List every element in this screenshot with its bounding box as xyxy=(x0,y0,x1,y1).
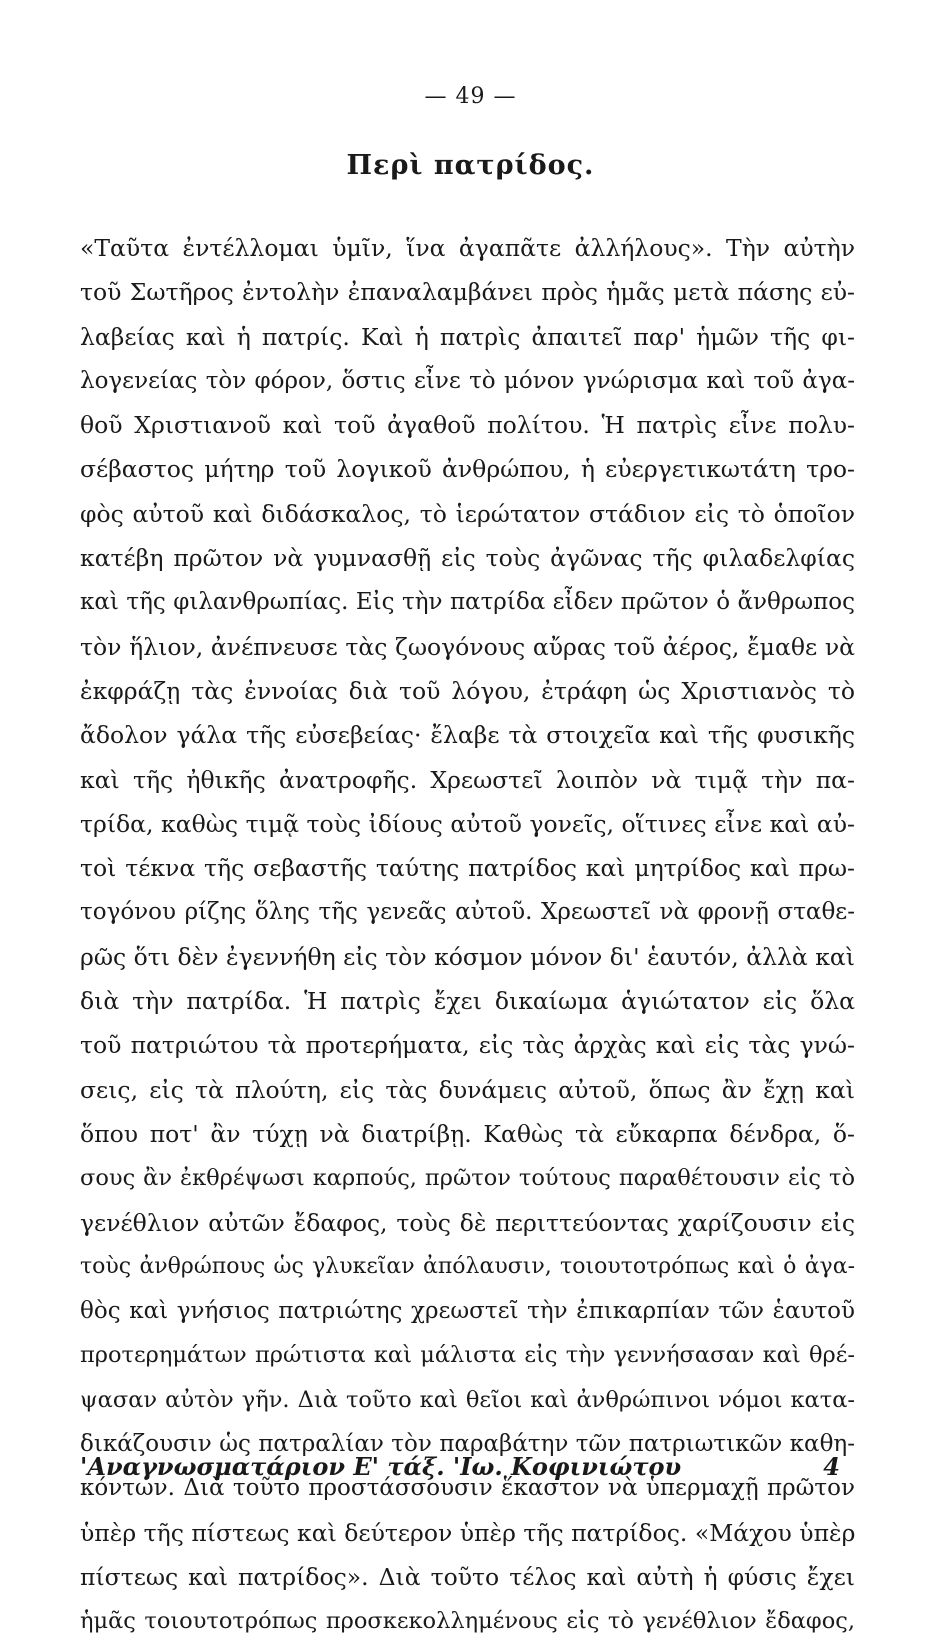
text-line: διὰ τὴν πατρίδα. Ἡ πατρὶς ἔχει δικαίωμα ἁγιώτατον εἰς ὅλα xyxy=(80,987,855,1016)
text-line: ἄδολον γάλα τῆς εὐσεβείας· ἔλαβε τὰ στοιχεῖα καὶ τῆς φυσικῆς xyxy=(80,721,855,750)
text-line: λογενείας τὸν φόρον, ὅστις εἶνε τὸ μόνον γνώρισμα καὶ τοῦ ἀγα- xyxy=(80,367,855,394)
text-line: ρῶς ὅτι δὲν ἐγεννήθη εἰς τὸν κόσμον μόνον δι' ἑαυτόν, ἀλλὰ καὶ xyxy=(80,942,855,971)
text-line: πίστεως καὶ πατρίδος». Διὰ τοῦτο τέλος καὶ αὐτὴ ἡ φύσις ἔχει xyxy=(80,1562,855,1591)
text-line: τοὺς ἀνθρώπους ὡς γλυκεῖαν ἀπόλαυσιν, τοιουτοτρόπως καὶ ὁ ἀγα- xyxy=(80,1253,855,1279)
text-line: τοῦ Σωτῆρος ἐντολὴν ἐπαναλαμβάνει πρὸς ἡμᾶς μετὰ πάσης εὐ- xyxy=(80,278,855,307)
text-line: φὸς αὐτοῦ καὶ διδάσκαλος, τὸ ἱερώτατον στάδιον εἰς τὸ ὁποῖον xyxy=(80,499,855,528)
text-line: τογόνου ρίζης ὅλης τῆς γενεᾶς αὐτοῦ. Χρεωστεῖ νὰ φρονῇ σταθε- xyxy=(80,899,855,926)
text-line: προτερημάτων πρώτιστα καὶ μάλιστα εἰς τὴν γεννήσασαν καὶ θρέ- xyxy=(80,1342,855,1369)
text-line: δικάζουσιν ὡς πατραλίαν τὸν παραβάτην τῶν πατριωτικῶν καθη- xyxy=(80,1431,855,1458)
text-line: τρίδα, καθὼς τιμᾷ τοὺς ἰδίους αὐτοῦ γονεῖς, οἵτινες εἶνε καὶ αὐ- xyxy=(80,809,855,838)
text-line: ἡμᾶς τοιουτοτρόπως προσκεκολλημένους εἰς τὸ γενέθλιον ἔδαφος, xyxy=(80,1608,855,1635)
text-line: θοῦ Χριστιανοῦ καὶ τοῦ ἀγαθοῦ πολίτου. Ἡ πατρὶς εἶνε πολυ- xyxy=(80,411,855,440)
text-line: κατέβη πρῶτον νὰ γυμνασθῇ εἰς τοὺς ἀγῶνας τῆς φιλαδελφίας xyxy=(80,544,855,573)
text-line: ψασαν αὐτὸν γῆν. Διὰ τοῦτο καὶ θεῖοι καὶ ἀνθρώπινοι νόμοι κατα- xyxy=(80,1386,855,1413)
footer-sheet-number: 4 xyxy=(823,1452,840,1481)
text-line: «Ταῦτα ἐντέλλομαι ὑμῖν, ἵνα ἀγαπᾶτε ἀλλήλους». Τὴν αὐτὴν xyxy=(80,234,855,262)
text-line: ἐκφράζῃ τὰς ἐννοίας διὰ τοῦ λόγου, ἐτράφη ὡς Χριστιανὸς τὸ xyxy=(80,676,855,705)
footer-signature: 'Αναγνωσματάριον Ε' τάξ. 'Ιω. Κοφινιώτου xyxy=(80,1452,682,1481)
text-line: ὑπὲρ τῆς πίστεως καὶ δεύτερον ὑπὲρ τῆς πατρίδος. «Μάχου ὑπὲρ xyxy=(80,1518,856,1547)
text-line: σέβαστος μήτηρ τοῦ λογικοῦ ἀνθρώπου, ἡ εὐεργετικωτάτη τρο- xyxy=(80,455,855,484)
text-line: γενέθλιον αὐτῶν ἔδαφος, τοὺς δὲ περιττεύοντας χαρίζουσιν εἰς xyxy=(80,1208,855,1237)
text-line: σους ἂν ἐκθρέψωσι καρπούς, πρῶτον τούτους παραθέτουσιν εἰς τὸ xyxy=(80,1165,855,1192)
text-line: κόντων. Διὰ τοῦτο προστάσσουσιν ἕκαστον νὰ ὑπερμαχῇ πρῶτον xyxy=(80,1475,855,1502)
text-line: ὅπου ποτ' ἂν τύχῃ νὰ διατρίβῃ. Καθὼς τὰ εὔκαρπα δένδρα, ὅ- xyxy=(80,1119,855,1148)
text-line: λαβείας καὶ ἡ πατρίς. Καὶ ἡ πατρὶς ἀπαιτεῖ παρ' ἡμῶν τῆς φι- xyxy=(80,322,855,351)
text-line: καὶ τῆς ἠθικῆς ἀνατροφῆς. Χρεωστεῖ λοιπὸν νὰ τιμᾷ τὴν πα- xyxy=(80,765,855,794)
page-number: — 49 — xyxy=(424,84,517,109)
page-title: Περὶ πατρίδος. xyxy=(346,150,595,181)
text-line: καὶ τῆς φιλανθρωπίας. Εἰς τὴν πατρίδα εἶδεν πρῶτον ὁ ἄνθρωπος xyxy=(80,589,855,616)
text-line: τὸν ἥλιον, ἀνέπνευσε τὰς ζωογόνους αὔρας τοῦ ἀέρος, ἔμαθε νὰ xyxy=(80,632,855,661)
text-line: θὸς καὶ γνήσιος πατριώτης χρεωστεῖ τὴν ἐπικαρπίαν τῶν ἑαυτοῦ xyxy=(80,1298,855,1325)
text-line: σεις, εἰς τὰ πλούτη, εἰς τὰς δυνάμεις αὐτοῦ, ὅπως ἂν ἔχῃ καὶ xyxy=(80,1075,855,1104)
body-text xyxy=(80,226,855,1644)
text-line: τοῦ πατριώτου τὰ προτερήματα, εἰς τὰς ἀρχὰς καὶ εἰς τὰς γνώ- xyxy=(80,1031,855,1060)
text-line: τοὶ τέκνα τῆς σεβαστῆς ταύτης πατρίδος καὶ μητρίδος καὶ πρω- xyxy=(80,854,855,883)
